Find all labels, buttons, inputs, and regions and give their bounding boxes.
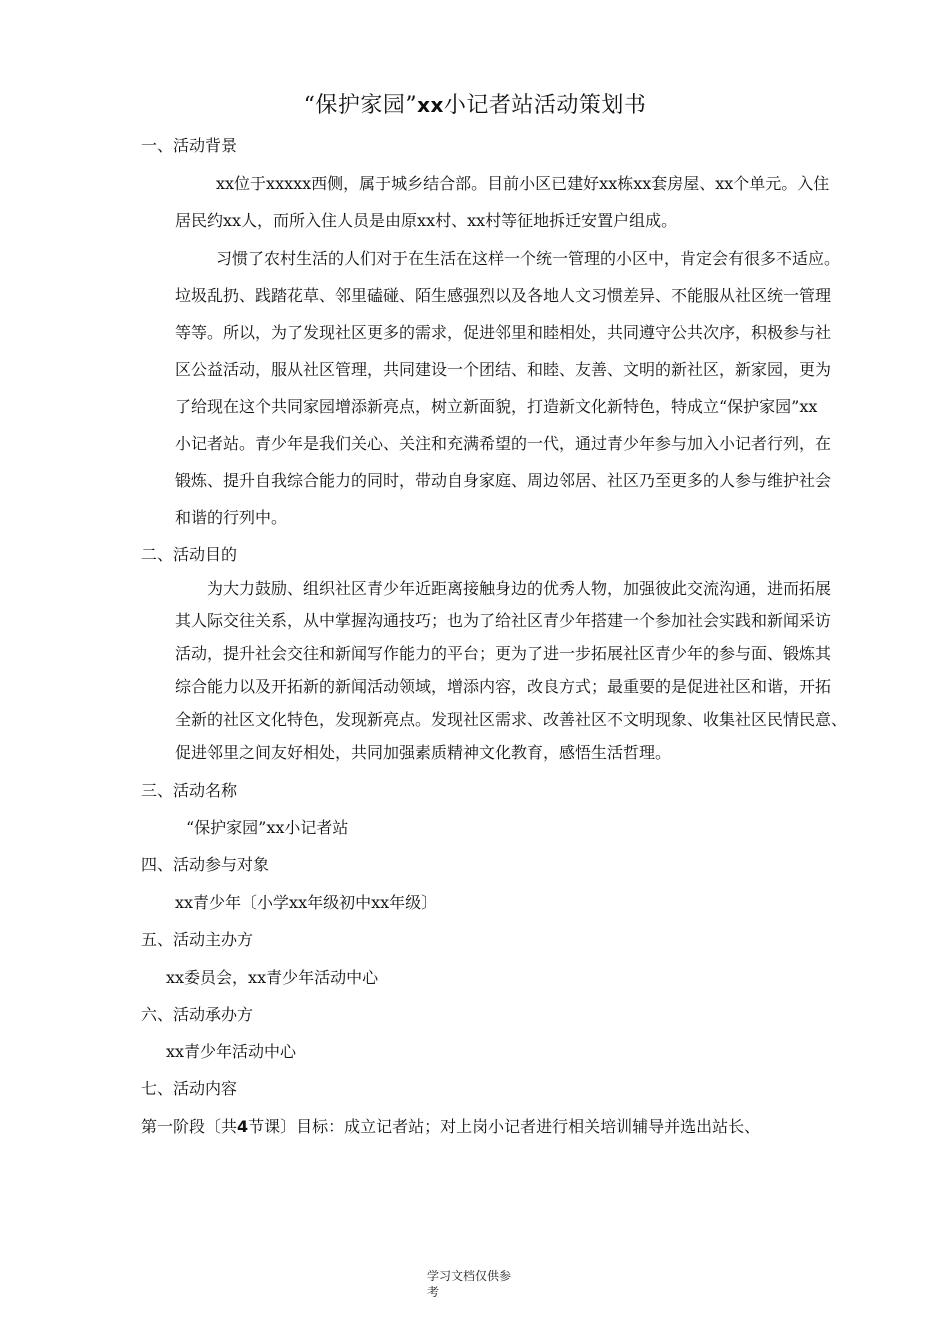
paragraph-line: 全新的社区文化特色，发现新亮点。发现社区需求、改善社区不文明现象、收集社区民情民意、	[175, 710, 848, 729]
paragraph-line: 等等。所以，为了发现社区更多的需求，促进邻里和睦相处，共同遵守公共次序，积极参与社	[175, 323, 832, 342]
host-text: xx青少年活动中心	[166, 1042, 297, 1061]
paragraph-line: 了给现在这个共同家园增添新亮点，树立新面貌，打造新文化新特色，特成立“保护家园”xx	[175, 397, 818, 416]
paragraph-line: 习惯了农村生活的人们对于在生活在这样一个统一管理的小区中，肯定会有很多不适应。	[216, 249, 841, 268]
paragraph-line: 为大力鼓励、组织社区青少年近距离接触身边的优秀人物，加强彼此交流沟通，进而拓展	[207, 579, 832, 598]
stage-one-prefix: 第一阶段〔共	[141, 1117, 238, 1136]
section-heading-organizer: 五、活动主办方	[141, 930, 254, 949]
section-heading-host: 六、活动承办方	[141, 1005, 254, 1024]
title-xx: xx	[417, 93, 444, 117]
activity-name: “保护家园”xx小记者站	[186, 818, 349, 837]
paragraph-line: 活动，提升社会交往和新闻写作能力的平台；更为了进一步拓展社区青少年的参与面、锻炼其	[175, 644, 832, 663]
organizer-text: xx委员会，xx青少年活动中心	[166, 968, 379, 987]
stage-one-lesson-count: 4	[237, 1117, 249, 1136]
section-heading-content: 七、活动内容	[141, 1079, 238, 1098]
paragraph-line: xx位于xxxxx西侧，属于城乡结合部。目前小区已建好xx栋xx套房屋、xx个单元。入住	[216, 174, 830, 193]
footer-line: 考	[427, 1285, 440, 1299]
paragraph-line: 垃圾乱扔、践踏花草、邻里磕碰、陌生感强烈以及各地人文习惯差异、不能服从社区统一管理	[175, 286, 832, 305]
section-heading-purpose: 二、活动目的	[141, 545, 238, 564]
footer-line: 学习文档仅供参	[427, 1269, 512, 1283]
paragraph-line: 促进邻里之间友好相处，共同加强素质精神文化教育，感悟生活哲理。	[175, 743, 672, 762]
title-suffix: 小记者站活动策划书	[443, 93, 647, 118]
title-prefix: “保护家园”	[303, 93, 418, 118]
paragraph-line: 和谐的行列中。	[175, 508, 288, 527]
paragraph-line: 锻炼、提升自我综合能力的同时，带动自身家庭、周边邻居、社区乃至更多的人参与维护社会	[175, 471, 832, 490]
stage-one-text	[141, 1117, 760, 1137]
section-heading-participants: 四、活动参与对象	[141, 855, 270, 874]
page-footer	[427, 1268, 537, 1300]
paragraph-line: 其人际交往关系，从中掌握沟通技巧；也为了给社区青少年搭建一个参加社会实践和新闻采访	[175, 611, 832, 630]
paragraph-line: 小记者站。青少年是我们关心、关注和充满希望的一代，通过青少年参与加入小记者行列，在	[175, 434, 832, 453]
stage-one-suffix: 节课〕目标：成立记者站；对上岗小记者进行相关培训辅导并选出站长、	[248, 1117, 761, 1136]
paragraph-line: 综合能力以及开拓新的新闻活动领域，增添内容，改良方式；最重要的是促进社区和谐，开拓	[175, 677, 832, 696]
section-heading-name: 三、活动名称	[141, 781, 238, 800]
document-title	[0, 88, 950, 119]
paragraph-line: 区公益活动，服从社区管理，共同建设一个团结、和睦、友善、文明的新社区，新家园，更为	[175, 360, 832, 379]
participants-text: xx青少年〔小学xx年级初中xx年级〕	[175, 893, 438, 912]
paragraph-line: 居民约xx人，而所入住人员是由原xx村、xx村等征地拆迁安置户组成。	[175, 211, 678, 230]
section-heading-background: 一、活动背景	[141, 136, 238, 155]
